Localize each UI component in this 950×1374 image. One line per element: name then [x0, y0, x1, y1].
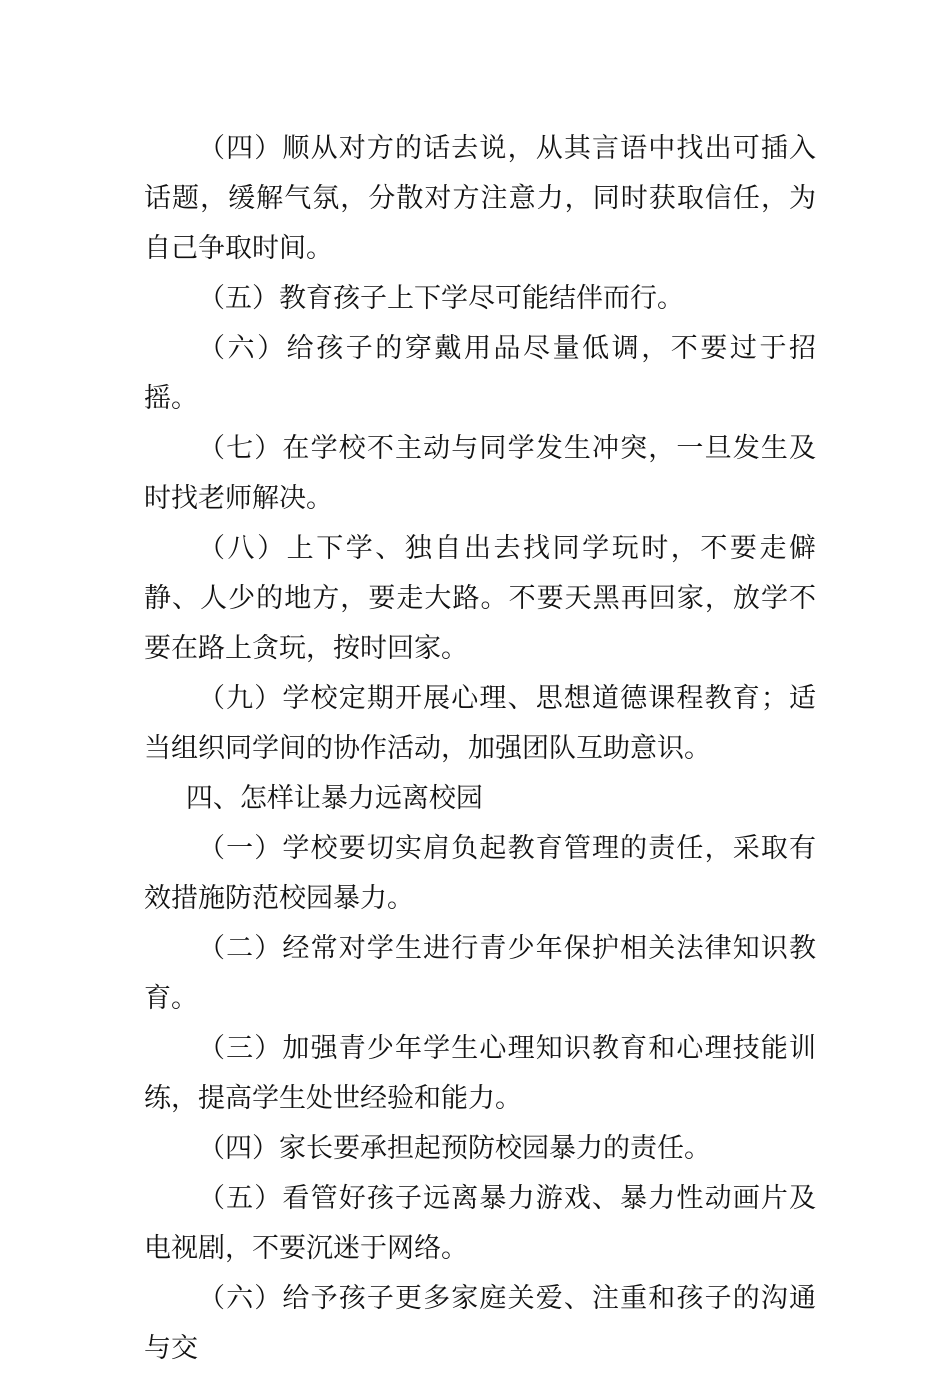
section-paragraph-si: （四）家长要承担起预防校园暴力的责任。 [198, 1133, 711, 1164]
paragraph-ba-safe-route: （八）上下学、独自出去找同学玩时，不要走僻静、人少的地方，要走大路。不要天黑再回家，放学不要在路上贪玩，按时回家。 [144, 533, 816, 664]
paragraph-liu-low-profile: （六）给孩子的穿戴用品尽量低调，不要过于招摇。 [144, 333, 816, 414]
section-heading: 四、怎样让暴力远离校园 [185, 783, 483, 814]
document-body [144, 124, 816, 1374]
section-paragraph-er: （二）经常对学生进行青少年保护相关法律知识教育。 [144, 933, 816, 1014]
section-paragraph-san: （三）加强青少年学生心理知识教育和心理技能训练，提高学生处世经验和能力。 [144, 1033, 816, 1114]
paragraph-si-conversation: （四）顺从对方的话去说，从其言语中找出可插入话题，缓解气氛，分散对方注意力，同时获取信任，为自己争取时间。 [144, 133, 816, 264]
section-paragraph-yi: （一）学校要切实肩负起教育管理的责任，采取有效措施防范校园暴力。 [144, 833, 816, 914]
section-paragraph-liu: （六）给予孩子更多家庭关爱、注重和孩子的沟通与交 [144, 1283, 816, 1364]
paragraph-jiu-school-education: （九）学校定期开展心理、思想道德课程教育；适当组织同学间的协作活动，加强团队互助意识。 [144, 683, 816, 764]
section-paragraph-wu: （五）看管好孩子远离暴力游戏、暴力性动画片及电视剧，不要沉迷于网络。 [144, 1183, 816, 1264]
paragraph-qi-avoid-conflict: （七）在学校不主动与同学发生冲突，一旦发生及时找老师解决。 [144, 433, 816, 514]
paragraph-wu-companions: （五）教育孩子上下学尽可能结伴而行。 [198, 283, 684, 314]
